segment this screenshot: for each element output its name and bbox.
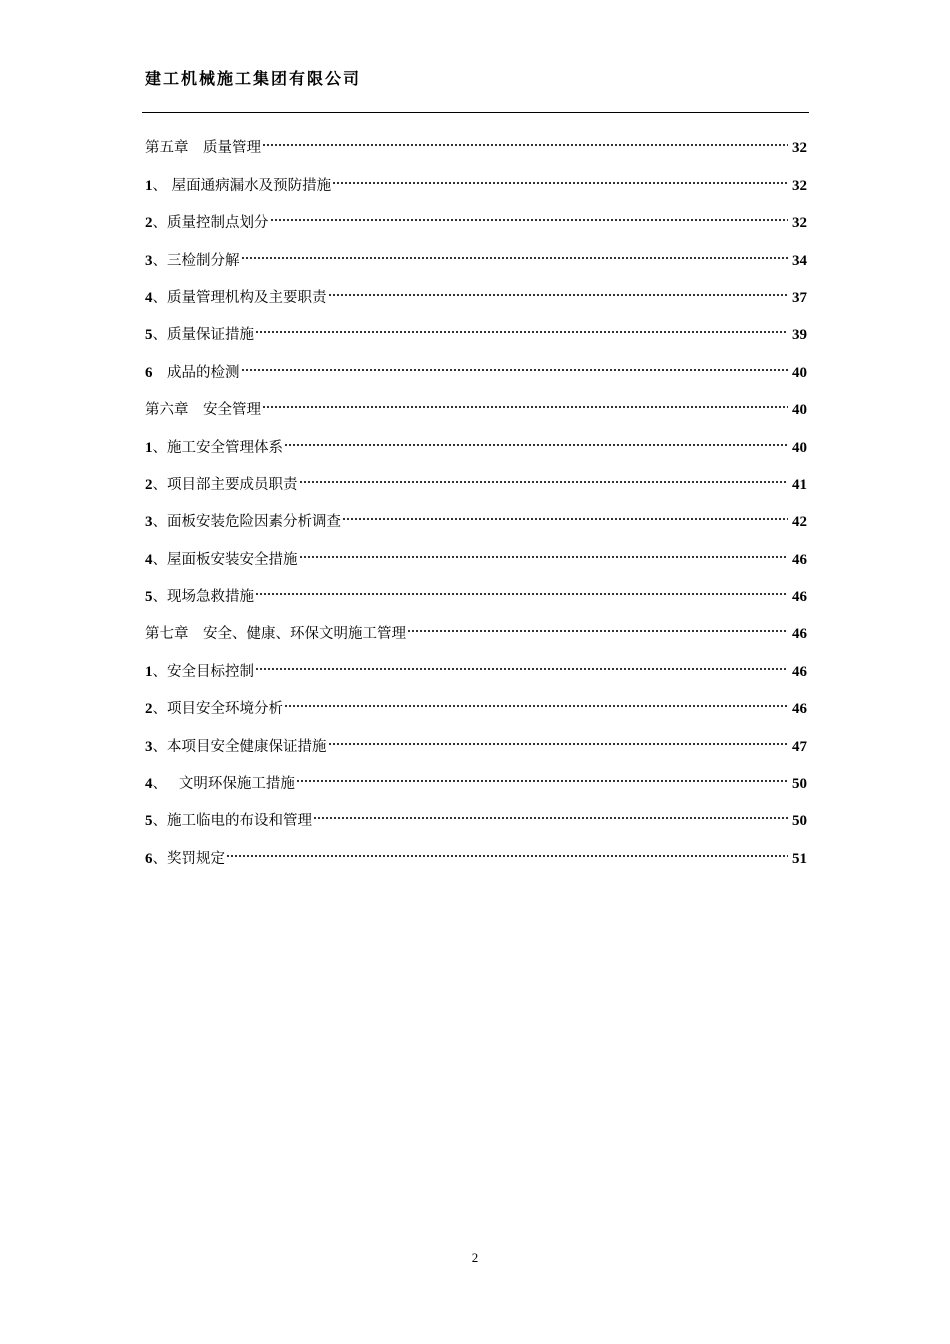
toc-entry-page: 32	[792, 215, 807, 232]
toc-section-entry[interactable]	[145, 751, 807, 793]
toc-entry-page: 37	[792, 289, 807, 306]
toc-entry-number: 3	[145, 738, 153, 755]
toc-entry-number: 4	[145, 776, 153, 793]
toc-dot-leader	[328, 277, 789, 302]
toc-entry-number: 1	[145, 177, 153, 194]
toc-entry-title: 、三检制分解	[152, 252, 240, 269]
toc-dot-leader	[299, 464, 789, 489]
toc-entry-title: 、面板安装危险因素分析调查	[152, 514, 341, 531]
toc-entry-number: 1	[145, 663, 153, 680]
toc-dot-leader	[342, 501, 788, 526]
toc-entry-number: 6	[145, 850, 153, 867]
toc-section-entry[interactable]	[145, 152, 807, 194]
toc-entry-page: 50	[792, 776, 807, 793]
toc-entry-page: 47	[792, 738, 807, 755]
toc-entry-number: 2	[145, 476, 153, 493]
toc-dot-leader	[296, 763, 788, 788]
toc-entry-row	[145, 576, 807, 606]
toc-entry-title: 成品的检测	[152, 364, 240, 381]
toc-section-entry[interactable]	[145, 638, 807, 680]
toc-entry-page: 41	[792, 476, 807, 493]
toc-entry-title: 、施工临电的布设和管理	[152, 813, 312, 830]
toc-dot-leader	[241, 240, 789, 265]
toc-section-entry[interactable]	[145, 825, 807, 867]
toc-entry-title: 、项目安全环境分析	[152, 701, 283, 718]
toc-entry-page: 40	[792, 439, 807, 456]
toc-entry-row	[145, 202, 807, 232]
toc-dot-leader	[255, 651, 788, 676]
toc-dot-leader	[226, 838, 788, 863]
toc-entry-page: 42	[792, 514, 807, 531]
toc-entry-page: 46	[792, 589, 807, 606]
toc-entry-number: 1	[145, 439, 153, 456]
toc-entry-row	[145, 651, 807, 680]
toc-section-entry[interactable]	[145, 676, 807, 718]
toc-dot-leader	[299, 539, 789, 564]
toc-section-entry[interactable]	[145, 713, 807, 755]
toc-entry-row	[145, 127, 807, 157]
header-rule	[142, 112, 809, 113]
toc-dot-leader	[332, 165, 788, 190]
toc-dot-leader	[270, 202, 789, 227]
toc-entry-title: 、 屋面通病漏水及预防措施	[152, 177, 332, 194]
toc-section-entry[interactable]	[145, 265, 807, 306]
toc-entry-title: 第六章 安全管理	[145, 402, 261, 419]
toc-entry-row	[145, 688, 807, 718]
toc-entry-row	[145, 539, 807, 568]
toc-entry-row	[145, 314, 807, 344]
toc-entry-row	[145, 501, 807, 531]
toc-section-entry[interactable]	[145, 788, 807, 830]
toc-entry-title: 第七章 安全、健康、环保文明施工管理	[145, 626, 406, 643]
toc-entry-title: 、本项目安全健康保证措施	[152, 738, 327, 755]
toc-dot-leader	[262, 389, 788, 414]
toc-entry-page: 40	[792, 402, 807, 419]
toc-entry-number: 2	[145, 215, 153, 232]
toc-entry-row	[145, 240, 807, 269]
toc-entry-page: 32	[792, 140, 807, 157]
toc-chapter-entry[interactable]	[145, 115, 807, 157]
toc-dot-leader	[284, 688, 788, 713]
toc-entry-title: 、奖罚规定	[152, 850, 225, 867]
table-of-contents	[145, 115, 807, 867]
toc-section-entry[interactable]	[145, 452, 807, 493]
toc-section-entry[interactable]	[145, 227, 807, 269]
page-number: 2	[471, 1250, 479, 1265]
toc-chapter-entry[interactable]	[145, 601, 807, 643]
toc-dot-leader	[255, 314, 788, 339]
page-header-title: 建工机械施工集团有限公司	[145, 69, 362, 88]
toc-entry-number: 5	[145, 589, 153, 606]
toc-entry-title: 、质量管理机构及主要职责	[152, 289, 327, 306]
toc-section-entry[interactable]	[145, 526, 807, 568]
toc-dot-leader	[241, 352, 789, 377]
toc-entry-row	[145, 800, 807, 830]
toc-entry-row	[145, 165, 807, 194]
toc-entry-number: 6	[145, 364, 153, 381]
toc-dot-leader	[328, 726, 789, 751]
toc-section-entry[interactable]	[145, 190, 807, 232]
toc-section-entry[interactable]	[145, 564, 807, 606]
toc-entry-page: 40	[792, 364, 807, 381]
toc-section-entry[interactable]	[145, 489, 807, 531]
toc-entry-number: 5	[145, 813, 153, 830]
toc-section-entry[interactable]	[145, 339, 807, 381]
toc-entry-page: 51	[792, 850, 807, 867]
toc-entry-row	[145, 763, 807, 793]
toc-entry-number: 5	[145, 327, 153, 344]
toc-chapter-entry[interactable]	[145, 377, 807, 419]
toc-entry-title: 、现场急救措施	[152, 589, 254, 606]
toc-entry-row	[145, 277, 807, 306]
toc-entry-number: 3	[145, 252, 153, 269]
toc-entry-number: 3	[145, 514, 153, 531]
toc-dot-leader	[262, 127, 788, 152]
toc-entry-title: 、质量保证措施	[152, 327, 254, 344]
toc-entry-title: 、质量控制点划分	[152, 215, 269, 232]
toc-dot-leader	[407, 613, 788, 638]
toc-entry-page: 34	[792, 252, 807, 269]
toc-dot-leader	[284, 427, 788, 452]
toc-entry-row	[145, 838, 807, 867]
toc-entry-title: 第五章 质量管理	[145, 140, 261, 157]
toc-dot-leader	[255, 576, 788, 601]
toc-entry-page: 46	[792, 551, 807, 568]
toc-dot-leader	[313, 800, 788, 825]
toc-section-entry[interactable]	[145, 414, 807, 456]
toc-entry-number: 2	[145, 701, 153, 718]
toc-entry-title: 、施工安全管理体系	[152, 439, 283, 456]
toc-entry-row	[145, 464, 807, 493]
toc-entry-page: 32	[792, 177, 807, 194]
toc-entry-page: 46	[792, 626, 807, 643]
toc-section-entry[interactable]	[145, 302, 807, 344]
toc-entry-row	[145, 427, 807, 456]
toc-entry-page: 50	[792, 813, 807, 830]
toc-entry-row	[145, 352, 807, 381]
toc-entry-number: 4	[145, 289, 153, 306]
toc-entry-title: 、项目部主要成员职责	[152, 476, 298, 493]
toc-entry-page: 46	[792, 701, 807, 718]
toc-entry-row	[145, 726, 807, 755]
toc-entry-row	[145, 389, 807, 419]
toc-entry-row	[145, 613, 807, 643]
toc-entry-page: 46	[792, 663, 807, 680]
toc-entry-title: 、 文明环保施工措施	[152, 776, 295, 793]
toc-entry-page: 39	[792, 327, 807, 344]
toc-entry-number: 4	[145, 551, 153, 568]
toc-entry-title: 、安全目标控制	[152, 663, 254, 680]
toc-entry-title: 、屋面板安装安全措施	[152, 551, 298, 568]
